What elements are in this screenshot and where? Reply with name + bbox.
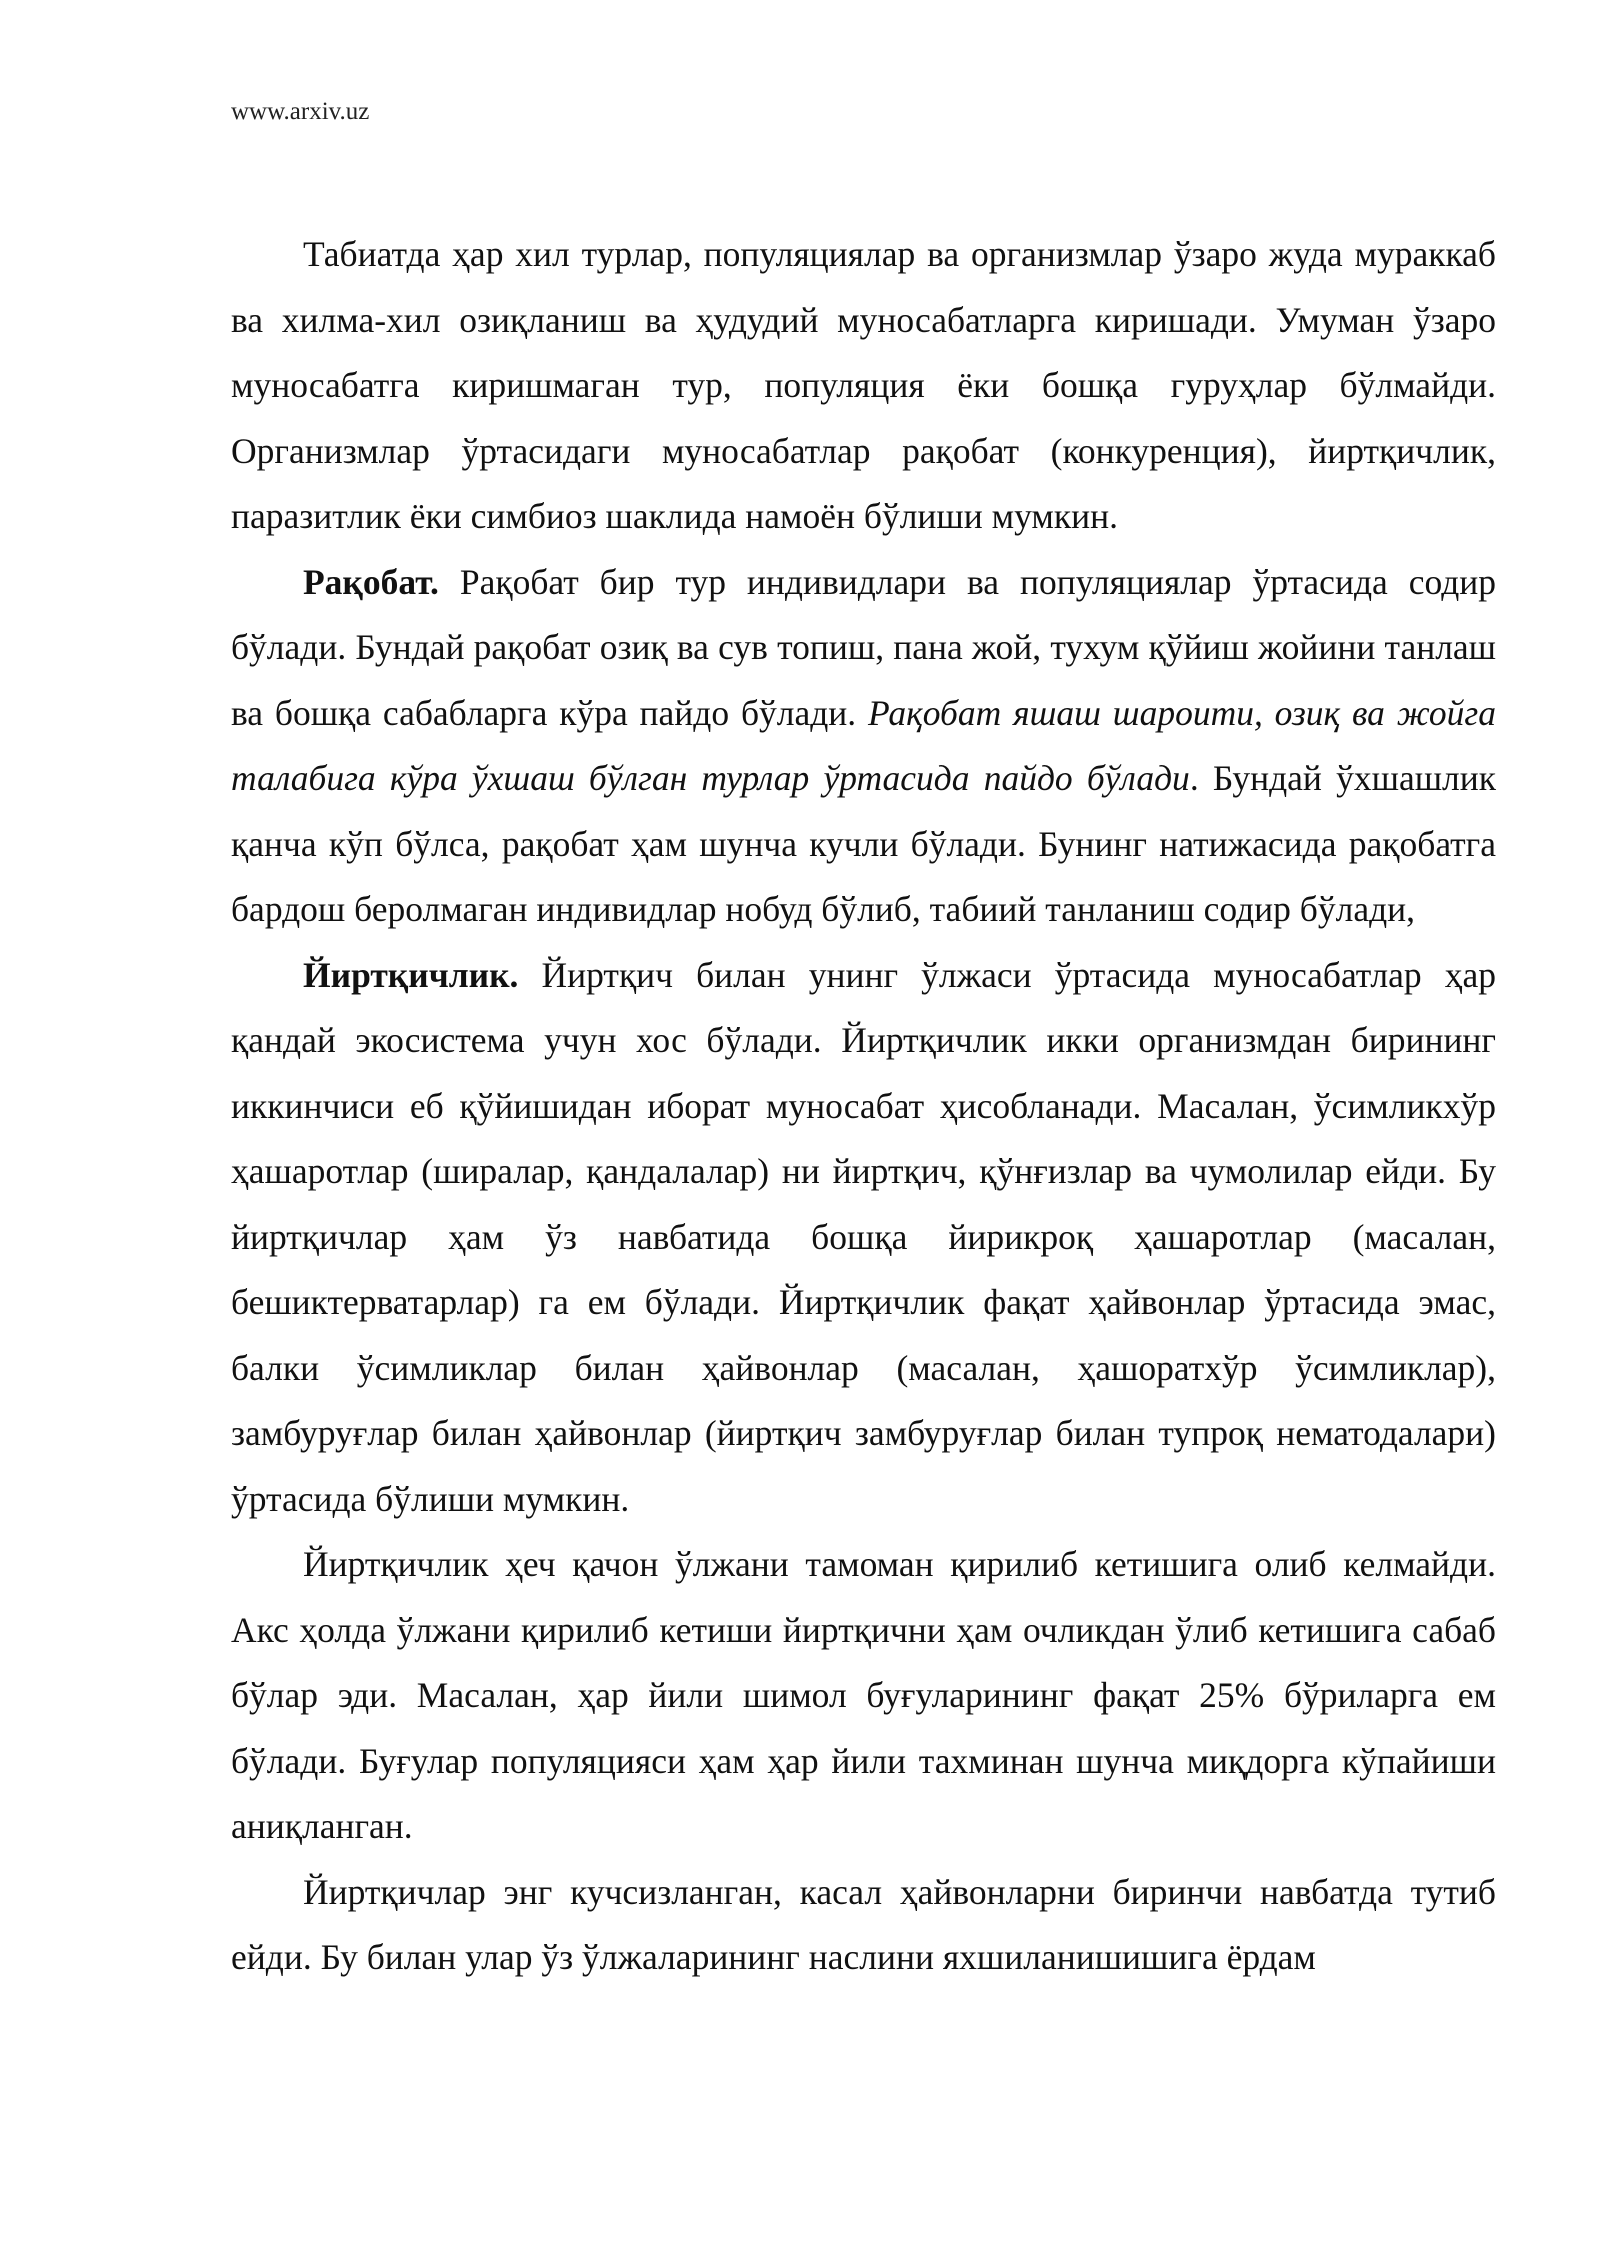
term-heading: Рақобат. [303, 561, 439, 602]
paragraph-text: Йиртқичлар энг кучсизланган, касал ҳайвонларни биринчи навбатда тутиб ейди. Бу билан улар ўз ўлжаларининг наслини яхшиланишишига ёрдам [231, 1871, 1496, 1977]
term-heading: Йиртқичлик. [303, 954, 519, 995]
paragraph-text: Табиатда ҳар хил турлар, популяциялар ва организмлар ўзаро жуда мураккаб ва хилма-хил озиқланиш ва ҳудудий муносабатларга киришади. Умуман ўзаро муносабатга киришмаган тур, популяция ёки бошқа гуруҳлар бўлмайди. Организмлар ўртасидаги муносабатлар рақобат (конкуренция), йиртқичлик, паразитлик ёки симбиоз шаклида намоён бўлиши мумкин. [231, 234, 1496, 536]
paragraph-text: Рақобат бир тур индивидлари ва популяциялар ўртасида содир бўлади. Бундай рақобат озиқ ва сув топиш, пана жой, тухум қўйиш жойини танлаш ва бошқа сабабларга кўра пайдо бўлади. [231, 561, 1496, 733]
emphasized-definition: Рақобат яшаш шароити, озиқ ва жойга талабига кўра ўхшаш бўлган турлар ўртасида пайдо бўлади [231, 692, 1496, 798]
paragraph-text-continued: . Бундай ўхшашлик қанча кўп бўлса, рақобат ҳам шунча кучли бўлади. Бунинг натижасида рақобатга бардош беролмаган индивидлар нобуд бўлиб, табиий танланиш содир бўлади, [231, 758, 1496, 929]
paragraph-predation-selection [231, 1860, 1496, 1991]
site-header: www.arxiv.uz [231, 98, 370, 125]
paragraph-text: Йиртқич билан унинг ўлжаси ўртасида муносабатлар ҳар қандай экосистема учун хос бўлади. Йиртқичлик икки организмдан бирининг иккинчиси еб қўйишидан иборат муносабат ҳисобланади. Масалан, ўсимликхўр ҳашаротлар (ширалар, қандалалар) ни йиртқич, қўнғизлар ва чумолилар ейди. Бу йиртқичлар ҳам ўз навбатида бошқа йирикроқ ҳашаротлар (масалан, бешиктерватарлар) га ем бўлади. Йиртқичлик фақат ҳайвонлар ўртасида эмас, балки ўсимликлар билан ҳайвонлар (масалан, ҳашоратхўр ўсимликлар), замбуруғлар билан ҳайвонлар (йиртқич замбуруғлар билан тупроқ нематодалари) ўртасида бўлиши мумкин. [231, 954, 1496, 1519]
document-body [231, 222, 1496, 1991]
paragraph-predation-balance [231, 1532, 1496, 1860]
paragraph-text: Йиртқичлик ҳеч қачон ўлжани тамоман қирилиб кетишига олиб келмайди. Акс ҳолда ўлжани қирилиб кетиши йиртқични ҳам очликдан ўлиб кетишига сабаб бўлар эди. Масалан, ҳар йили шимол буғуларининг фақат 25% бўриларга ем бўлади. Буғулар популяцияси ҳам ҳар йили тахминан шунча миқдорга кўпайиши аниқланган. [231, 1544, 1496, 1846]
paragraph-predation [231, 943, 1496, 1533]
paragraph-competition [231, 550, 1496, 943]
paragraph-intro [231, 222, 1496, 550]
